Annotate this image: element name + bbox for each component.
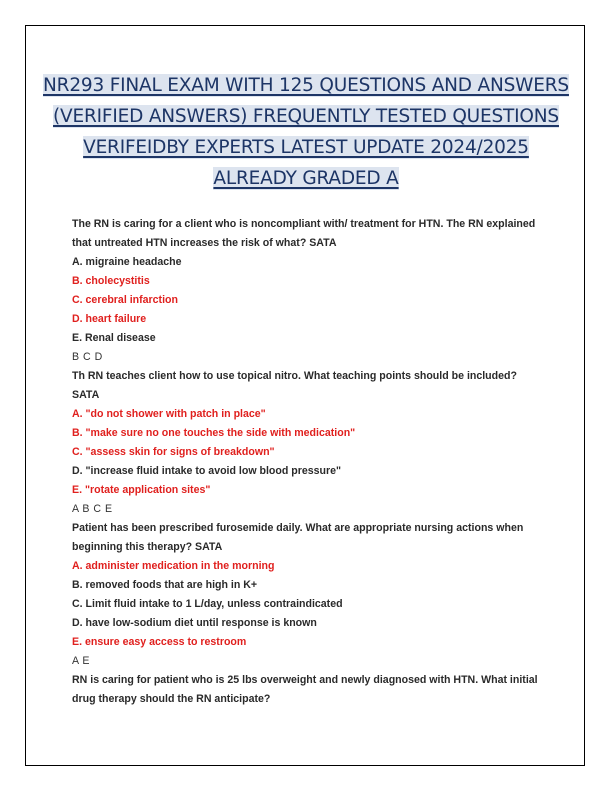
question-1-answer: B C D (72, 351, 103, 363)
question-3-option-d: D. have low-sodium diet until response is known (72, 617, 317, 629)
question-2-option-b: B. "make sure no one touches the side with medication" (72, 427, 356, 439)
question-3-option-e: E. ensure easy access to restroom (72, 636, 247, 648)
document-body (72, 215, 542, 709)
question-1-option-c: C. cerebral infarction (72, 294, 178, 306)
question-4-text: RN is caring for patient who is 25 lbs overweight and newly diagnosed with HTN. What initial drug therapy should the RN anticipate? (72, 674, 538, 705)
question-1-option-e: E. Renal disease (72, 332, 156, 344)
question-2-text: Th RN teaches client how to use topical nitro. What teaching points should be included? SATA (72, 370, 517, 401)
question-1-option-b: B. cholecystitis (72, 275, 150, 287)
document-title-block (40, 70, 572, 194)
question-2-answer: A B C E (72, 503, 113, 515)
question-1-text: The RN is caring for a client who is noncompliant with/ treatment for HTN. The RN explained that untreated HTN increases the risk of what? SATA (72, 218, 536, 249)
question-3-option-c: C. Limit fluid intake to 1 L/day, unless contraindicated (72, 598, 343, 610)
question-1-option-d: D. heart failure (72, 313, 147, 325)
question-2-option-a: A. "do not shower with patch in place" (72, 408, 266, 420)
document-title: NR293 FINAL EXAM WITH 125 QUESTIONS AND ANSWERS (VERIFIED ANSWERS) FREQUENTLY TESTED QUESTIONS VERIFEIDBY EXPERTS LATEST UPDATE 2024/2025 ALREADY GRADED A (43, 75, 569, 189)
question-3-option-a: A. administer medication in the morning (72, 560, 275, 572)
question-2-option-c: C. "assess skin for signs of breakdown" (72, 446, 275, 458)
question-3-option-b: B. removed foods that are high in K+ (72, 579, 258, 591)
question-3-text: Patient has been prescribed furosemide daily. What are appropriate nursing actions when beginning this therapy? SATA (72, 522, 524, 553)
question-2-option-e: E. "rotate application sites" (72, 484, 211, 496)
question-2-option-d: D. "increase fluid intake to avoid low blood pressure" (72, 465, 342, 477)
question-1-option-a: A. migraine headache (72, 256, 182, 268)
question-3-answer: A E (72, 655, 90, 667)
